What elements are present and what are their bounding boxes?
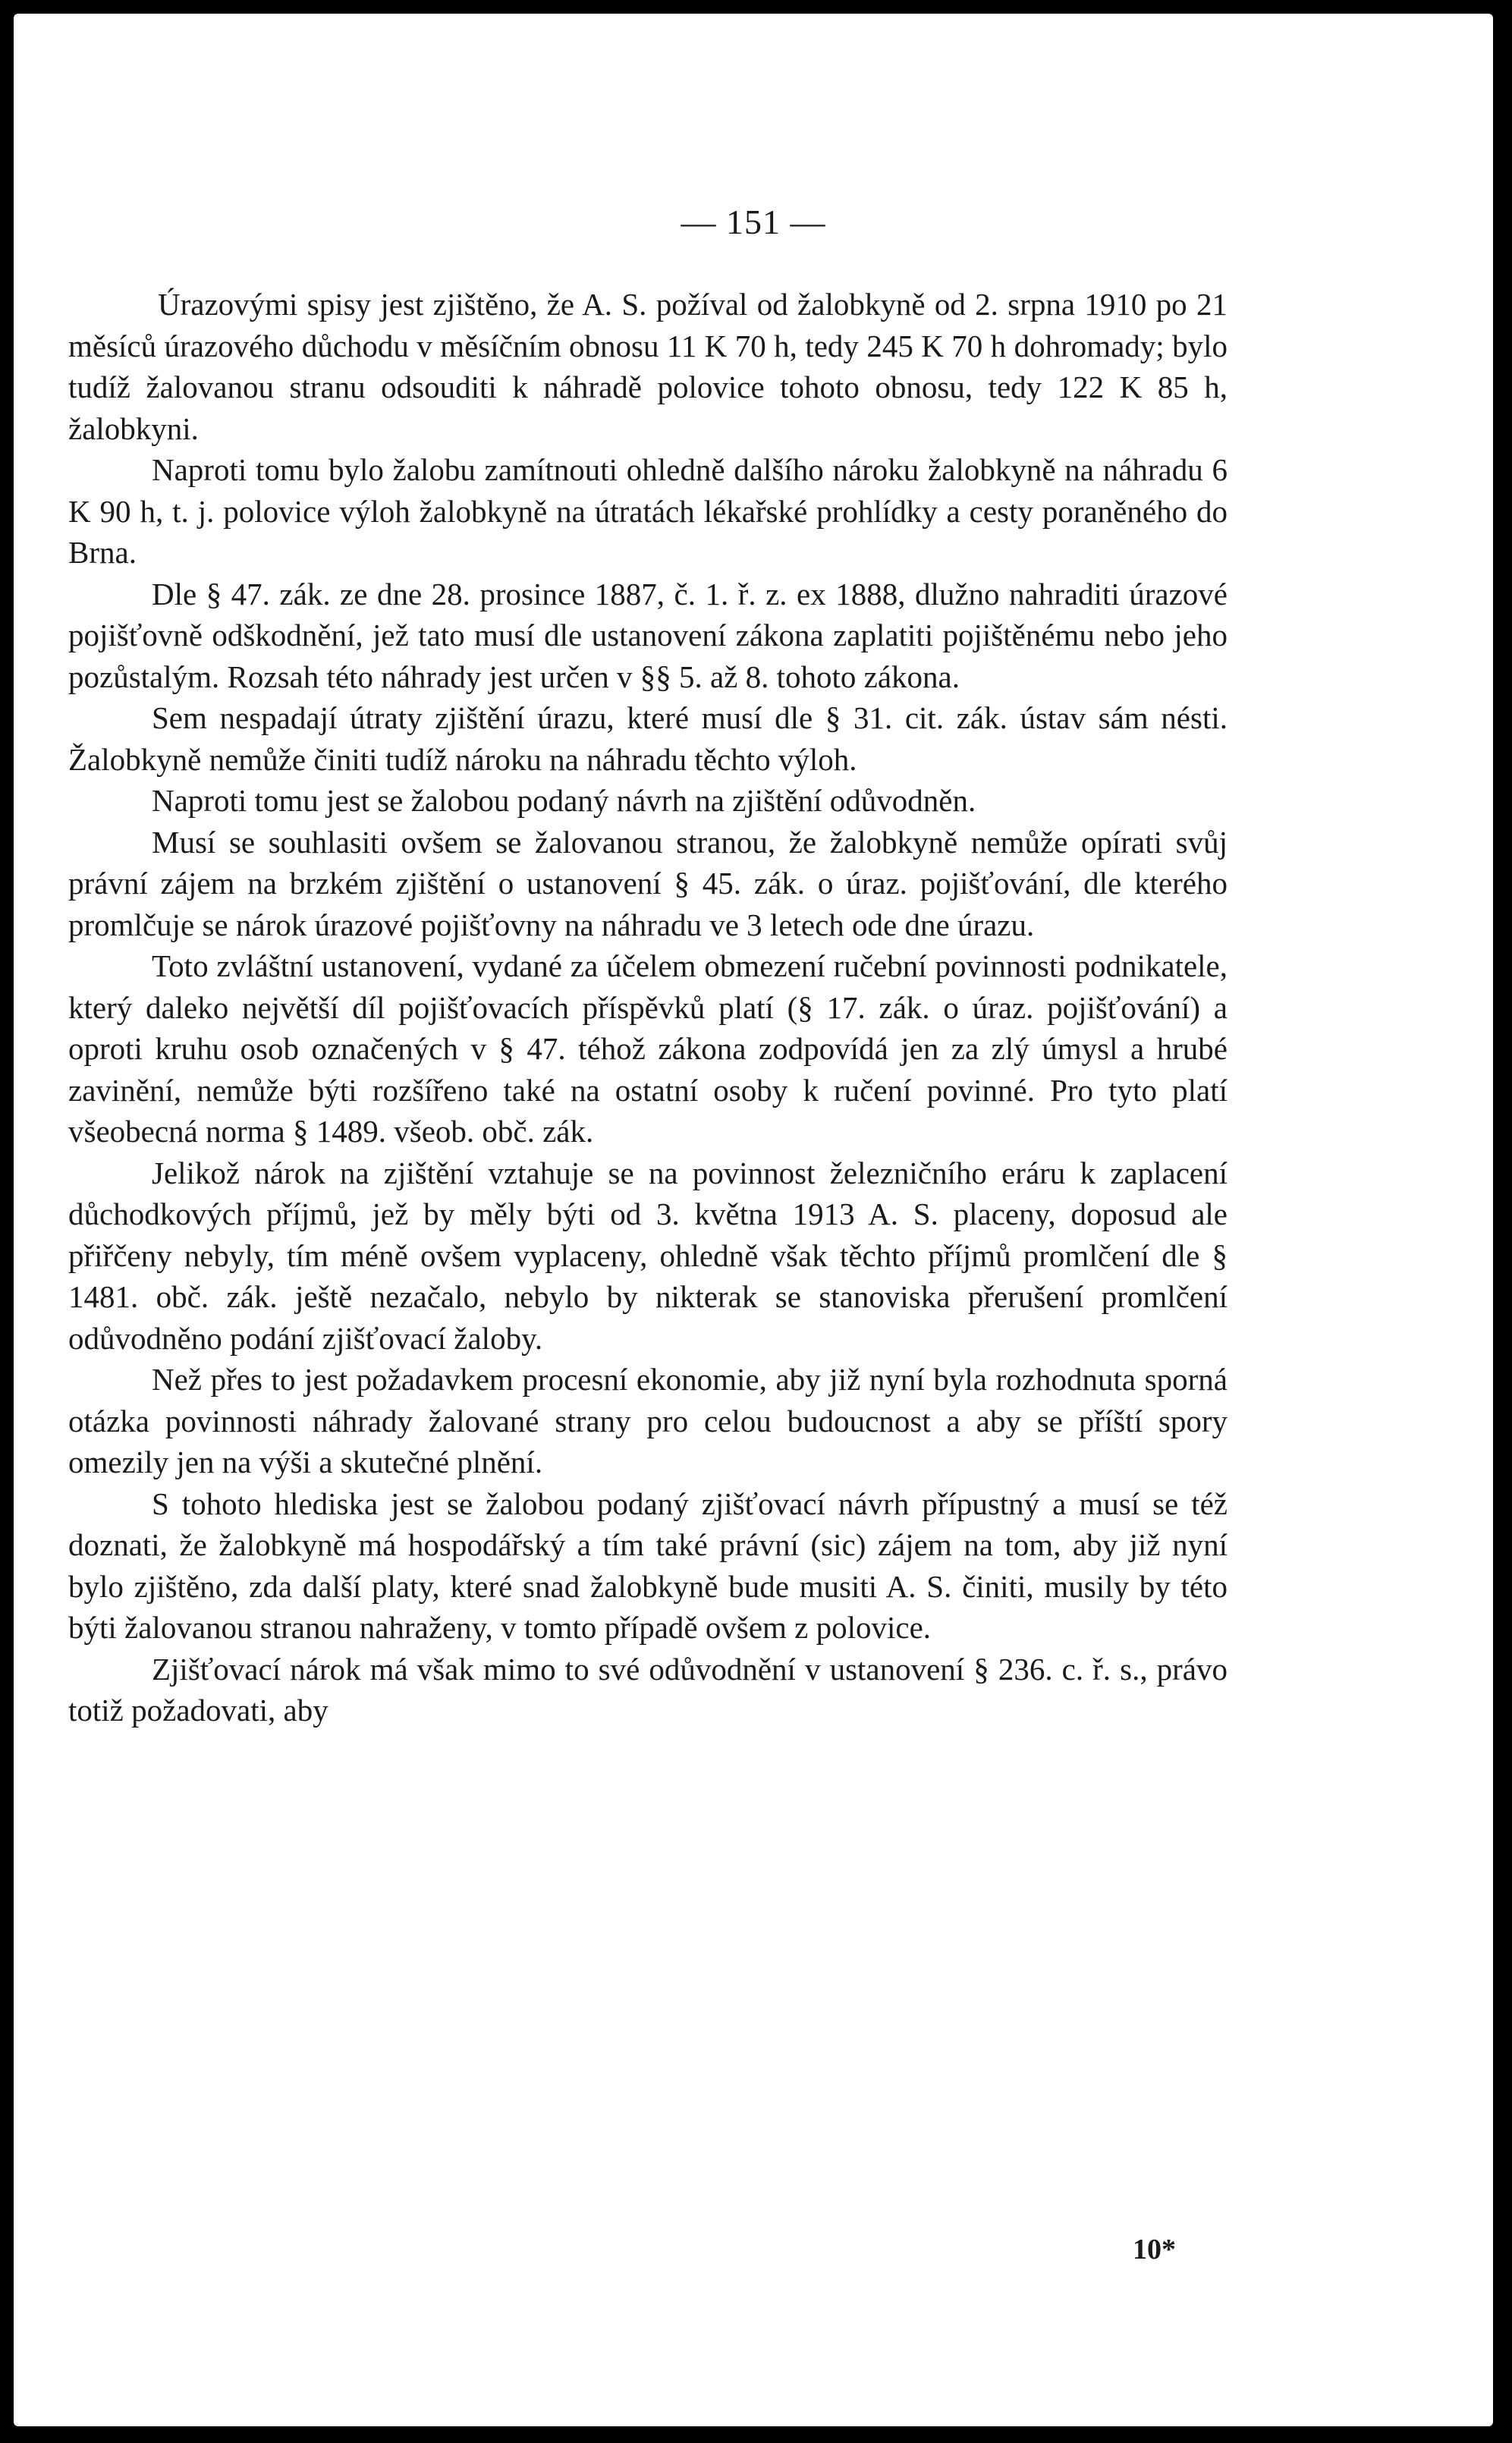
paragraph-7: Toto zvláštní ustanovení, vydané za účelem obmezení ručební povinnosti podnikatele, který daleko největší díl pojišťovacích příspěvků platí (§ 17. zák. o úraz. pojišťování) a oproti kruhu osob označených v § 47. téhož zákona zodpovídá jen za zlý úmysl a hrubé zavinění, nemůže býti rozšířeno také na ostatní osoby k ručení povinné. Pro tyto platí všeobecná norma § 1489. všeob. obč. zák.	[68, 948, 1228, 1149]
body-text	[68, 284, 1228, 1731]
paragraph-8: Jelikož nárok na zjištění vztahuje se na povinnost železničního eráru k zaplacení důchodkových příjmů, jež by měly býti od 3. května 1913 A. S. placeny, doposud ale přiřčeny nebyly, tím méně ovšem vyplaceny, ohledně však těchto příjmů promlčení dle § 1481. obč. zák. ještě nezačalo, nebylo by nikterak se stanoviska přerušení promlčení odůvodněno podání zjišťovací žaloby.	[68, 1155, 1228, 1356]
page-number-header: — 151 —	[681, 203, 826, 241]
document-page	[14, 14, 1493, 2426]
paragraph-2: Naproti tomu bylo žalobu zamítnouti ohledně dalšího nároku žalobkyně na náhradu 6 K 90 h, t. j. polovice výloh žalobkyně na útratách lékařské prohlídky a cesty poraněného do Brna.	[68, 452, 1228, 570]
paragraph-5: Naproti tomu jest se žalobou podaný návrh na zjištění odůvodněn.	[152, 783, 976, 818]
paragraph-4: Sem nespadají útraty zjištění úrazu, které musí dle § 31. cit. zák. ústav sám nésti. Žalobkyně nemůže činiti tudíž nároku na náhradu těchto výloh.	[68, 700, 1228, 777]
paragraph-1: Úrazovými spisy jest zjištěno, že A. S. požíval od žalobkyně od 2. srpna 1910 po 21 měsíců úrazového důchodu v měsíčním obnosu 11 K 70 h, tedy 245 K 70 h dohromady; bylo tudíž žalovanou stranu odsouditi k náhradě polovice tohoto obnosu, tedy 122 K 85 h, žalobkyni.	[68, 287, 1228, 446]
paragraph-9: Než přes to jest požadavkem procesní ekonomie, aby již nyní byla rozhodnuta sporná otázka povinnosti náhrady žalované strany pro celou budoucnost a aby se příští spory omezily jen na výši a skutečné plnění.	[68, 1362, 1228, 1479]
paragraph-10: S tohoto hlediska jest se žalobou podaný zjišťovací návrh přípustný a musí se též doznati, že žalobkyně má hospodářský a tím také právní (sic) zájem na tom, aby již nyní bylo zjištěno, zda další platy, které snad žalobkyně bude musiti A. S. činiti, musily by této býti žalovanou stranou nahraženy, v tomto případě ovšem z polovice.	[68, 1486, 1228, 1645]
paragraph-3: Dle § 47. zák. ze dne 28. prosince 1887, č. 1. ř. z. ex 1888, dlužno nahraditi úrazové pojišťovně odškodnění, jež tato musí dle ustanovení zákona zaplatiti pojištěnému nebo jeho pozůstalým. Rozsah této náhrady jest určen v §§ 5. až 8. tohoto zákona.	[68, 576, 1228, 694]
signature-mark-footer: 10*	[1133, 2234, 1176, 2265]
paragraph-6: Musí se souhlasiti ovšem se žalovanou stranou, že žalobkyně nemůže opírati svůj právní zájem na brzkém zjištění o ustanovení § 45. zák. o úraz. pojišťování, dle kterého promlčuje se nárok úrazové pojišťovny na náhradu ve 3 letech ode dne úrazu.	[68, 824, 1228, 942]
paragraph-11: Zjišťovací nárok má však mimo to své odůvodnění v ustanovení § 236. c. ř. s., právo totiž požadovati, aby	[68, 1651, 1228, 1728]
